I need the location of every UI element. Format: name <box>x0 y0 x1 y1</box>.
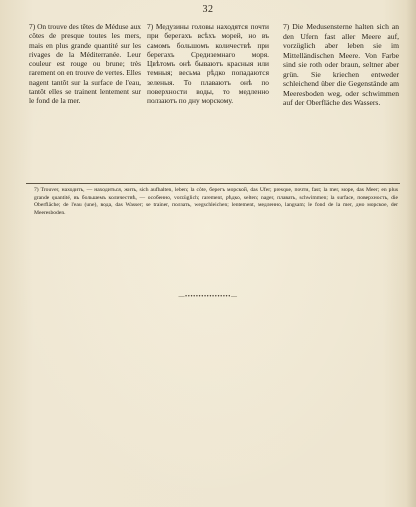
german-column <box>283 22 399 108</box>
footnote-text: 7) Trouver, находить, — находиться, жить, sich aufhalten, leben; la côte, берегъ морской, das Ufer; presque, почти, fast; la mer, море, das Meer; en plus grande quantité, въ большемъ количествѣ, — особенно, vorzüglich; rarement, рѣдко, selten; nager, плавать, schwimmen; la surface, поверхность, die Oberfläche; de l'eau (une), вода, das Wasser; se trainer, ползать, wegschleichen; lentement, медленно, langsam; le fond de la mer, дно морское, der Meeresboden. <box>34 187 398 216</box>
ornamental-rule: —•••••••••••••••••— <box>178 294 238 300</box>
russian-paragraph: 7) Медузины головы находятся почти при берегахъ всѣхъ морей, но въ самомъ большомъ количествѣ при берегахъ Средиземнаго моря. Цвѣтомъ онѣ бываютъ красныя или темныя; весьма рѣдко попадаются зеленыя. То плаваютъ онѣ по поверхности воды, то медленно ползаютъ по дну морскому. <box>147 22 269 106</box>
french-paragraph: 7) On trouve des têtes de Méduse aux côtes de presque toutes les mers, mais en plus grande quantité sur les rivages de la Méditerranée. Leur couleur est rouge ou brune; très rarement on en trouve de vertes. Elles nagent tantôt sur la surface de l'eau, tantôt elles se trainent lentement sur le fond de la mer. <box>29 22 141 106</box>
german-paragraph: 7) Die Medusensterne halten sich an den Ufern fast aller Meere auf, vorzüglich aber leben sie im Mittelländischen Meere. Von Farbe sind sie roth oder braun, seltner aber grün. Sie kriechen entweder schleichend über die Gegenstände am Meeresboden weg, oder schwimmen auf der Oberfläche des Wassers. <box>283 22 399 107</box>
page-number: 32 <box>202 4 214 15</box>
french-column <box>29 22 141 106</box>
footnote-divider <box>26 183 400 184</box>
russian-column <box>147 22 269 106</box>
page-edge-shadow <box>406 0 416 507</box>
footnote <box>34 187 398 217</box>
